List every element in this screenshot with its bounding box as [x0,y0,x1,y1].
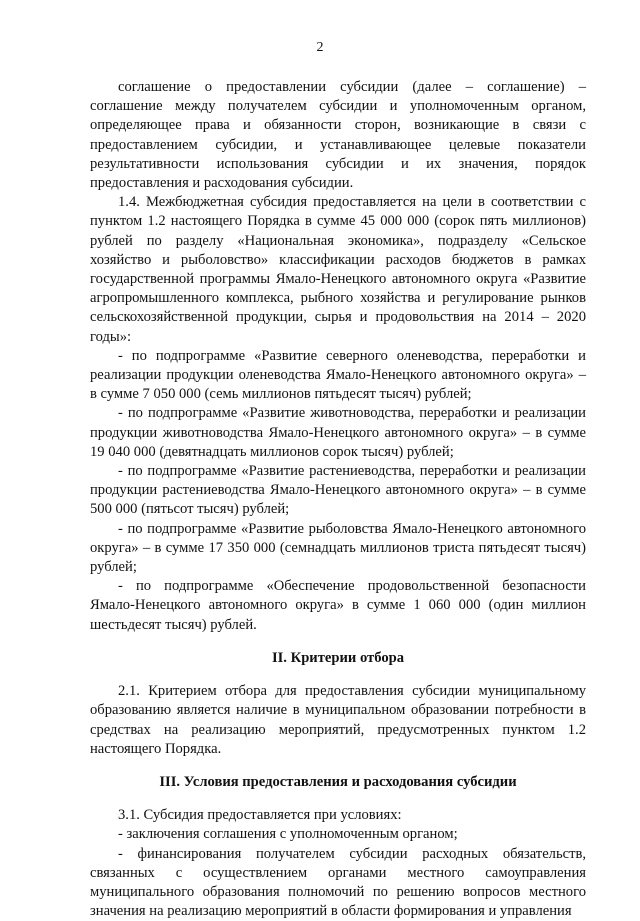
bullet-agreement-condition: - заключения соглашения с уполномоченным органом; [118,826,458,843]
bullet-crop-subprogram: - по подпрограмме «Развитие растениеводства, переработки и реализации продукции растениеводства Ямало-Ненецкого автономного округа» – в сумме 500 000 (пятьсот тысяч) рублей; [90,463,586,518]
bullet-livestock-subprogram: - по подпрограмме «Развитие животноводства, переработки и реализации продукции животноводства Ямало-Ненецкого автономного округа» – в сумме 19 040 000 (девятнадцать миллионов сорок тысяч) рублей; [90,405,586,460]
paragraph-1-4: 1.4. Межбюджетная субсидия предоставляется на цели в соответствии с пунктом 1.2 настоящего Порядка в сумме 45 000 000 (сорок пять миллионов) рублей по разделу «Национальная экономика», подразделу «Сельское хозяйство и рыболовство» классификации расходов бюджетов в рамках государственной программы Ямало-Ненецкого автономного округа «Развитие агропромышленного комплекса, рыбного хозяйства и регулирование рынков сельскохозяйственной продукции, сырья и продовольствия на 2014 – 2020 годы»: [90,194,586,345]
paragraph-2-1: 2.1. Критерием отбора для предоставления субсидии муниципальному образованию является наличие в муниципальном образовании потребности в средствах на реализацию мероприятий, предусмотренных пунктом 1.2 настоящего Порядка. [90,683,586,757]
bullet-food-security-subprogram: - по подпрограмме «Обеспечение продовольственной безопасности Ямало-Ненецкого автономного округа» в сумме 1 060 000 (один миллион шестьдесят тысяч) рублей. [90,578,586,633]
paragraph-agreement-definition: соглашение о предоставлении субсидии (далее – соглашение) – соглашение между получателем субсидии и уполномоченным органом, определяющее права и обязанности сторон, возникающие в связи с предоставлением субсидии, и устанавливающее целевые показатели результативности использования субсидии и их значения, порядок предоставления и расходования субсидии. [90,79,586,192]
section-heading-conditions: III. Условия предоставления и расходования субсидии [159,773,517,790]
bullet-reindeer-subprogram: - по подпрограмме «Развитие северного оленеводства, переработки и реализации продукции оленеводства Ямало-Ненецкого автономного округа» – в сумме 7 050 000 (семь миллионов пятьдесят тысяч) рублей; [90,347,586,403]
section-heading-selection-criteria: II. Критерии отбора [271,649,405,666]
paragraph-3-1: 3.1. Субсидия предоставляется при условиях: [118,807,402,824]
bullet-financing-condition: - финансирования получателем субсидии расходных обязательств, связанных с осуществлением органами местного самоуправления муниципального образования полномочий по решению вопросов местного значения на реализацию мероприятий в области формирования и управления [90,845,586,920]
document-body [90,78,586,921]
bullet-fishery-subprogram: - по подпрограмме «Развитие рыболовства Ямало-Ненецкого автономного округа» – в сумме 17 350 000 (семнадцать миллионов триста пятьдесят тысяч) рублей; [90,520,586,576]
page-number: 2 [316,40,324,55]
